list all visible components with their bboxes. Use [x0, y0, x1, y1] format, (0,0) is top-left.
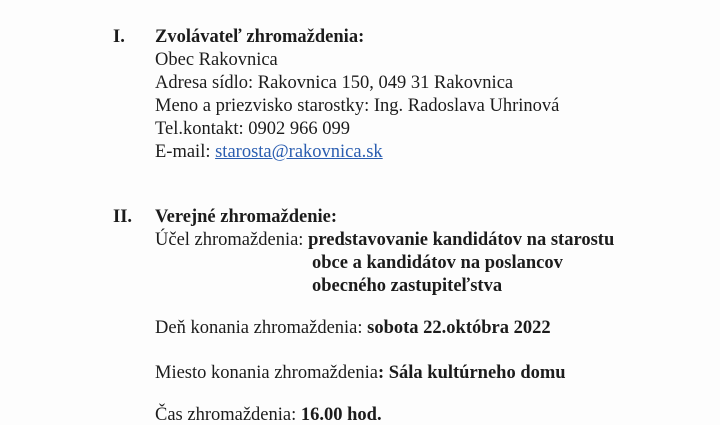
day-value: sobota 22.októbra 2022 — [367, 318, 551, 338]
organizer-name: Obec Rakovnica — [155, 50, 278, 70]
mayor-name: Meno a priezvisko starostky: Ing. Radoslava Uhrinová — [155, 96, 560, 116]
time-line — [155, 406, 382, 425]
purpose-line — [155, 231, 614, 250]
section-number-1: I. — [113, 27, 125, 47]
section-number-2: II. — [113, 207, 133, 227]
phone-contact: Tel.kontakt: 0902 966 099 — [155, 119, 350, 139]
purpose-label: Účel zhromaždenia: — [155, 230, 309, 250]
day-line — [155, 319, 551, 338]
purpose-value-2: obce a kandidátov na poslancov — [312, 253, 563, 273]
place-value: : Sála kultúrneho domu — [377, 363, 566, 383]
organizer-address: Adresa sídlo: Rakovnica 150, 049 31 Rakovnica — [155, 73, 514, 93]
day-label: Deň konania zhromaždenia: — [155, 318, 368, 338]
section-heading-2: Verejné zhromaždenie: — [155, 207, 338, 227]
time-label: Čas zhromaždenia: — [155, 405, 301, 425]
purpose-value-3: obecného zastupiteľstva — [312, 276, 503, 296]
time-value: 16.00 hod. — [300, 405, 382, 425]
place-line — [155, 364, 566, 383]
email-label: E-mail: — [155, 142, 216, 162]
section-heading-1: Zvolávateľ zhromaždenia: — [155, 27, 365, 47]
email-link[interactable]: starosta@rakovnica.sk — [215, 142, 383, 162]
place-label: Miesto konania zhromaždenia — [155, 363, 378, 383]
purpose-value-1: predstavovanie kandidátov na starostu — [308, 230, 615, 250]
email-line — [155, 143, 383, 162]
